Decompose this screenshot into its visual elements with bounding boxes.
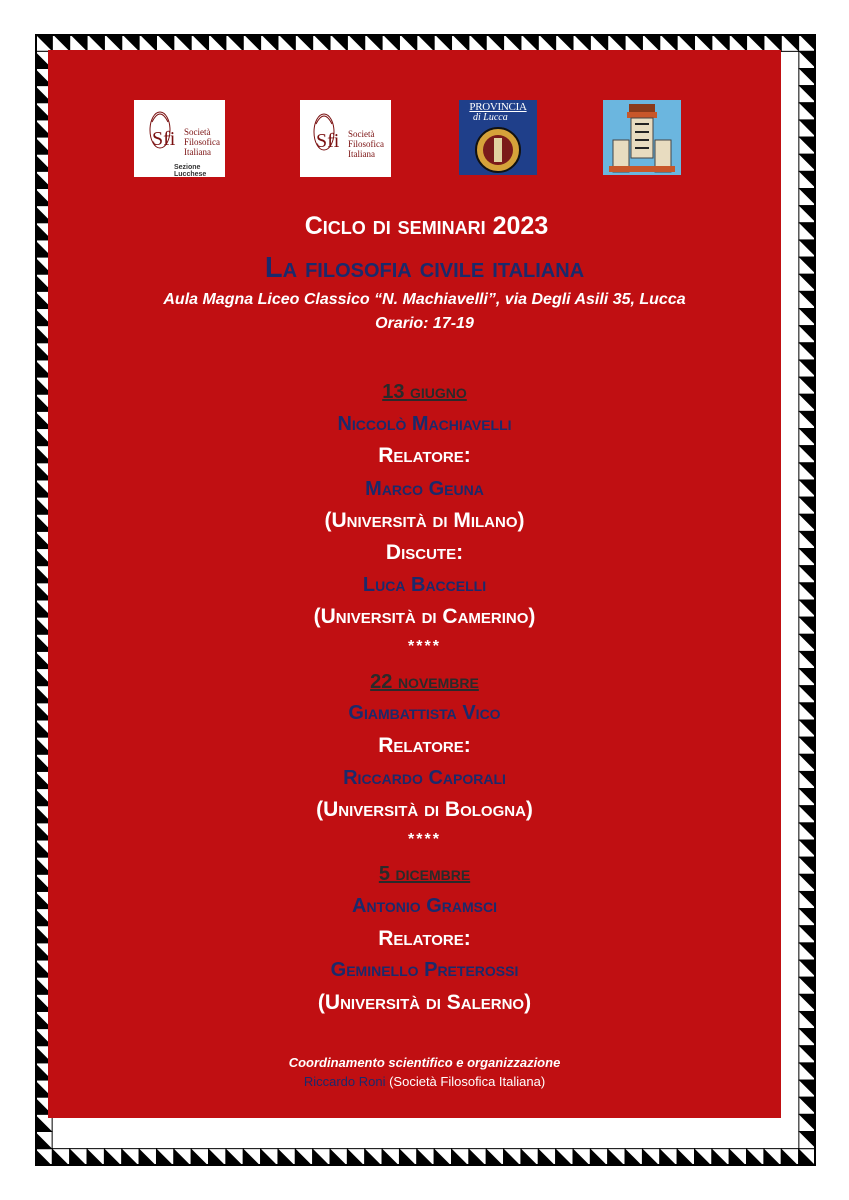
border-tile	[712, 1149, 729, 1166]
border-tile	[452, 1149, 469, 1166]
border-tile	[417, 34, 434, 51]
border-tile	[677, 1149, 694, 1166]
event-3-speaker: Geminello Preterossi	[330, 959, 519, 981]
border-tile	[538, 34, 555, 51]
border-tile	[139, 34, 156, 51]
border-tile	[608, 34, 625, 51]
border-tile	[799, 51, 816, 68]
border-tile	[642, 34, 659, 51]
border-tile	[399, 1149, 416, 1166]
event-date-text: 13 giugno	[382, 381, 467, 403]
border-tile	[35, 1149, 52, 1166]
event-1-speaker-label: Relatore:	[378, 444, 471, 467]
border-tile	[642, 1149, 659, 1166]
sfi-line-2: Filosofica	[184, 137, 220, 147]
border-tile	[799, 343, 816, 360]
border-tile	[191, 34, 208, 51]
border-tile	[347, 34, 364, 51]
event-2-speaker-label: Relatore:	[378, 734, 471, 757]
border-tile	[799, 154, 816, 171]
border-tile	[781, 1149, 798, 1166]
border-tile	[677, 34, 694, 51]
tower-icon	[603, 100, 681, 175]
border-tile	[243, 34, 260, 51]
border-tile	[469, 1149, 486, 1166]
sfi-line-3: Italiana	[184, 147, 211, 157]
border-tile	[399, 34, 416, 51]
border-tile	[486, 34, 503, 51]
border-tile	[104, 1149, 121, 1166]
border-tile	[278, 34, 295, 51]
provincia-crest-icon	[469, 126, 527, 174]
border-tile	[573, 1149, 590, 1166]
border-tile	[434, 1149, 451, 1166]
border-tile	[382, 34, 399, 51]
border-tile	[226, 1149, 243, 1166]
logo-sfi-sezione-lucchese	[134, 100, 225, 177]
border-tile	[313, 1149, 330, 1166]
border-tile	[799, 34, 816, 51]
event-date-text: 5 dicembre	[378, 863, 471, 885]
logo-provincia-di-lucca	[459, 100, 537, 175]
border-tile	[191, 1149, 208, 1166]
border-tile	[365, 1149, 382, 1166]
border-tile	[382, 1149, 399, 1166]
border-tile	[799, 69, 816, 86]
border-tile	[35, 34, 52, 51]
event-3-topic: Antonio Gramsci	[352, 895, 497, 917]
border-tile	[538, 1149, 555, 1166]
border-tile	[139, 1149, 156, 1166]
border-tile	[87, 34, 104, 51]
border-tile	[469, 34, 486, 51]
border-tile	[52, 1149, 69, 1166]
border-tile	[330, 1149, 347, 1166]
border-tile	[799, 171, 816, 188]
event-2-topic: Giambattista Vico	[348, 702, 501, 724]
border-tile	[295, 34, 312, 51]
border-tile	[156, 34, 173, 51]
event-3-speaker-affil: (Università di Salerno)	[317, 991, 532, 1014]
border-tile	[729, 1149, 746, 1166]
sfi-line-1: Società	[184, 127, 211, 137]
border-tile	[781, 34, 798, 51]
border-tile	[122, 34, 139, 51]
event-1-speaker: Marco Geuna	[365, 478, 484, 500]
main-title: La filosofia civile italiana	[264, 252, 585, 284]
border-tile	[660, 1149, 677, 1166]
border-tile	[556, 1149, 573, 1166]
time: Orario: 17-19	[375, 315, 474, 332]
sfi-footer: Sezione Lucchese	[174, 164, 207, 178]
border-tile	[695, 1149, 712, 1166]
border-tile	[452, 34, 469, 51]
border-tile	[747, 1149, 764, 1166]
event-1-topic: Niccolò Machiavelli	[337, 413, 512, 435]
event-3-date	[0, 863, 849, 886]
border-tile	[764, 34, 781, 51]
border-tile	[226, 34, 243, 51]
border-tile	[104, 34, 121, 51]
border-tile	[278, 1149, 295, 1166]
border-tile	[590, 34, 607, 51]
border-tile	[660, 34, 677, 51]
border-tile	[209, 34, 226, 51]
border-tile	[504, 1149, 521, 1166]
border-tile	[417, 1149, 434, 1166]
border-tile	[243, 1149, 260, 1166]
border-tile	[799, 1131, 816, 1148]
border-tile	[70, 1149, 87, 1166]
logo-liceo-machiavelli	[603, 100, 681, 175]
border-tile	[625, 1149, 642, 1166]
provincia-sub: di Lucca	[473, 112, 508, 123]
event-date-text: 22 novembre	[370, 671, 479, 693]
border-tile	[261, 34, 278, 51]
border-tile	[70, 34, 87, 51]
event-2-date	[0, 671, 849, 694]
separator-2: ****	[408, 831, 441, 848]
event-2-speaker: Riccardo Caporali	[343, 767, 506, 789]
border-tile	[209, 1149, 226, 1166]
border-tile	[729, 34, 746, 51]
sfi-line-1: Società	[348, 129, 375, 139]
event-1-speaker-affil: (Università di Milano)	[324, 509, 525, 532]
border-tile	[799, 189, 816, 206]
coordinator-name: Riccardo Roni	[303, 1074, 386, 1089]
border-tile	[330, 34, 347, 51]
border-tile	[556, 34, 573, 51]
border-tile	[313, 34, 330, 51]
sfi-line-3: Italiana	[348, 149, 375, 159]
border-tile	[799, 103, 816, 120]
sfi-line-2: Filosofica	[348, 139, 384, 149]
sfi-mark: Sfi	[316, 130, 340, 152]
event-1-discussant-affil: (Università di Camerino)	[313, 605, 536, 628]
border-tile	[799, 137, 816, 154]
border-tile	[695, 34, 712, 51]
border-tile	[799, 1097, 816, 1114]
border-tile	[799, 1114, 816, 1131]
border-tile	[799, 1029, 816, 1046]
border-tile	[521, 1149, 538, 1166]
border-tile	[156, 1149, 173, 1166]
border-tile	[486, 1149, 503, 1166]
border-tile	[35, 1131, 52, 1148]
border-tile	[625, 34, 642, 51]
border-tile	[434, 34, 451, 51]
border-tile	[608, 1149, 625, 1166]
border-tile	[174, 1149, 191, 1166]
border-tile	[590, 1149, 607, 1166]
event-3-speaker-label: Relatore:	[378, 927, 471, 950]
sfi-mark: Sfi	[152, 128, 176, 150]
venue: Aula Magna Liceo Classico “N. Machiavelli”, via Degli Asili 35, Lucca	[163, 291, 686, 308]
border-tile	[521, 34, 538, 51]
border-tile	[799, 1149, 816, 1166]
event-1-discussant: Luca Baccelli	[362, 574, 487, 596]
border-tile	[799, 86, 816, 103]
provincia-top: PROVINCIA	[469, 101, 527, 113]
border-tile	[122, 1149, 139, 1166]
border-tile	[174, 34, 191, 51]
border-tile	[712, 34, 729, 51]
event-1-date	[0, 381, 849, 404]
separator-1: ****	[408, 638, 441, 655]
border-tile	[295, 1149, 312, 1166]
border-tile	[261, 1149, 278, 1166]
coordinator-line	[0, 1074, 849, 1089]
border-tile	[504, 34, 521, 51]
coordinator-affil: (Società Filosofica Italiana)	[389, 1074, 546, 1089]
event-2-speaker-affil: (Università di Bologna)	[316, 798, 533, 821]
coord-label: Coordinamento scientifico e organizzazione	[288, 1055, 561, 1070]
border-tile	[799, 120, 816, 137]
border-tile	[365, 34, 382, 51]
series-title: Ciclo di seminari 2023	[304, 212, 549, 240]
logo-sfi	[300, 100, 391, 177]
border-tile	[347, 1149, 364, 1166]
border-tile	[573, 34, 590, 51]
border-tile	[764, 1149, 781, 1166]
border-tile	[799, 360, 816, 377]
border-tile	[747, 34, 764, 51]
border-tile	[87, 1149, 104, 1166]
border-tile	[52, 34, 69, 51]
event-1-discussant-label: Discute:	[385, 541, 464, 564]
